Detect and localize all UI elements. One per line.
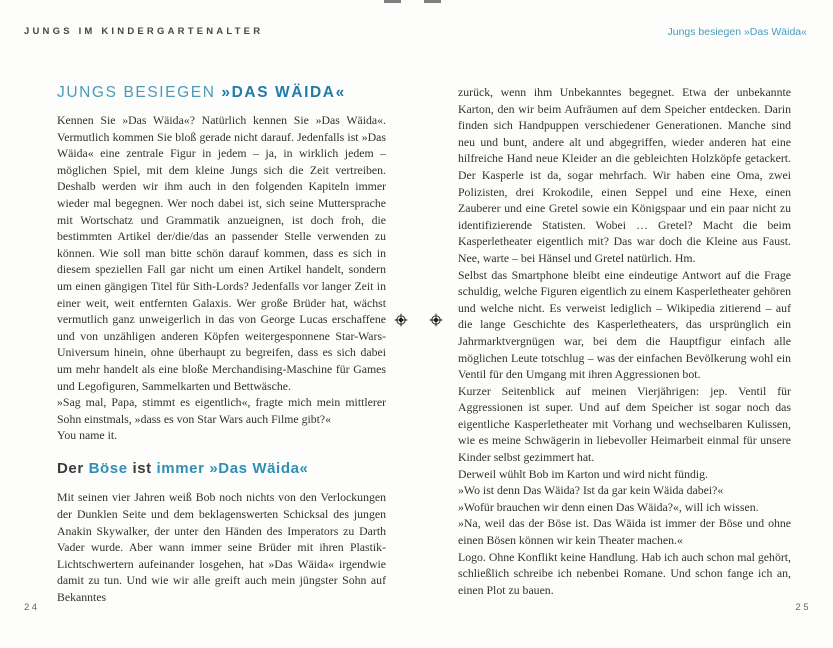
paragraph: Derweil wühlt Bob im Karton und wird nicht fündig. bbox=[458, 466, 708, 481]
section-heading bbox=[57, 84, 386, 101]
paragraph: zurück, wenn ihm Unbekanntes begegnet. Etwa der unbekannte Karton, den wir beim Aufräumen auf dem Speicher entdecken. Darin finden sich Handpuppen verschiedener Generationen. Manche sind neu und bunt, andere alt und abgegriffen, wieder anderen hat eine hilfreiche Hand neue Kleider an die gebleichten Holzköpfe getackert. Der Kasperle ist da, sogar mehrfach. Wir haben eine Oma, zwei Polizisten, drei Krokodile, einen Seppel und eine Hexe, einen Zauberer und eine Gretel sowie ein Königspaar und ein paar nicht zu identifizierende Statisten. Wobei … Gretel? Macht die beim Kasperletheater eigentlich mit? Das war doch die Kleine aus Faust. Nee, warte – bei Hänsel und Gretel natürlich. Hm. bbox=[458, 85, 791, 265]
subsection-heading bbox=[57, 461, 386, 478]
page-number-right: 25 bbox=[795, 602, 811, 613]
paragraph: You name it. bbox=[57, 428, 118, 443]
section-heading-dark-part: »DAS WÄIDA« bbox=[221, 84, 346, 101]
paragraph: »Wo ist denn Das Wäida? Ist da gar kein Wäida dabei?« bbox=[458, 483, 724, 498]
subsection-heading-dark-part: ist bbox=[127, 459, 157, 477]
running-head-chapter: JUNGS IM KINDERGARTENALTER bbox=[24, 26, 264, 37]
paragraph: Logo. Ohne Konflikt keine Handlung. Hab ich auch schon mal gehört, schließlich schreibe ich nebenbei Romane. Und schon fange ich an, einen Plot zu bauen. bbox=[458, 549, 791, 597]
subsection-heading-dark-part: Der bbox=[57, 459, 89, 477]
page-number-left: 24 bbox=[24, 602, 40, 613]
top-edge-mark-right bbox=[424, 0, 441, 3]
section-heading-light-part: JUNGS BESIEGEN bbox=[57, 84, 222, 101]
registration-crosshair-icon bbox=[394, 313, 408, 327]
paragraph: Kennen Sie »Das Wäida«? Natürlich kennen Sie »Das Wäida«. Vermutlich kommen Sie bloß gerade nicht darauf. Jedenfalls ist »Das Wäida« eine zentrale Figur in jedem – ja, in wirklich jedem – möglichen Spiel, mit dem kleine Jungs sich die Zeit vertreiben. Deshalb werden wir ihm auch in den folgenden Kapiteln immer wieder mal begegnen. Wer noch dabei ist, sich seine Muttersprache mit Wortschatz und Grammatik anzueignen, ist doch froh, die bestimmten Artikel der/die/das an passender Stelle verwenden zu können. Wie soll man bitte schön darauf kommen, dass es sich in diesem speziellen Fall gar nicht um einen Artikel handelt, sondern um einen gängigen Titel für Sith-Lords? Jedenfalls vor langer Zeit in einer weit, weit entfernten Galaxis. Wer große Brüder hat, wächst vermutlich ganz unweigerlich in das von George Lucas erschaffene und von unzähligen anderen Köpfen weitergesponnene Star-Wars-Universum hinein, ohne überhaupt zu begreifen, dass es sich dabei um mehr handelt als eine bloße Merchandising-Maschine für Games und Legofiguren, Sammelkarten und Bettwäsche. bbox=[57, 113, 386, 393]
running-head-section: Jungs besiegen »Das Wäida« bbox=[667, 26, 807, 38]
registration-crosshair-icon bbox=[429, 313, 443, 327]
page-left-text-column bbox=[57, 84, 386, 606]
top-edge-mark-left bbox=[384, 0, 401, 3]
paragraph: Mit seinen vier Jahren weiß Bob noch nichts von den Verlockungen der Dunklen Seite und dem beklagenswerten Schicksal des jungen Anakin Skywalker, der unter den Händen des Imperators zu Darth Vader wurde. Aber wann immer seine Brüder mit ihren Plastik-Lichtschwertern aufeinander losgehen, hat »Das Wäida« irgendwie damit zu tun. Und wie wir alle greift auch mein jüngster Sohn auf Bekanntes bbox=[57, 490, 386, 604]
paragraph: »Sag mal, Papa, stimmt es eigentlich«, fragte mich mein mittlerer Sohn einstmals, »dass es von Star Wars auch Filme gibt?« bbox=[57, 395, 386, 426]
page-right-text-column bbox=[458, 84, 791, 598]
paragraph: »Na, weil das der Böse ist. Das Wäida ist immer der Böse und ohne einen Bösen können wir kein Theater machen.« bbox=[458, 516, 791, 548]
subsection-heading-teal-part: Böse bbox=[88, 459, 128, 477]
paragraph: Kurzer Seitenblick auf meinen Vierjährigen: jep. Ventil für Aggressionen ist super. Und auf dem Speicher ist sogar noch das eigentliche Kasperletheater mit Vorhang und wechselbaren Kulissen, wie es meine Schwägerin in liebevoller Heimarbeit einmal für unsere Kinder selbst gezimmert hat. bbox=[458, 383, 791, 465]
paragraph: Selbst das Smartphone bleibt eine eindeutige Antwort auf die Frage schuldig, welche Figuren eigentlich zu einem Kasperletheater gehören und welche nicht. Es verweist lediglich – Wikipedia zitierend – auf die lange Geschichte des Kasperletheaters, das ursprünglich ein Jahrmarktvergnügen war, bei dem die Hauptfigur einfach alle möglichen Leute totschlug – was der einfachen Bevölkerung wohl ein Ventil für den Umgang mit ihren Aggressionen bot. bbox=[458, 267, 791, 382]
paragraph: »Wofür brauchen wir denn einen Das Wäida?«, will ich wissen. bbox=[458, 499, 759, 514]
subsection-heading-teal-part: immer »Das Wäida« bbox=[156, 459, 309, 477]
